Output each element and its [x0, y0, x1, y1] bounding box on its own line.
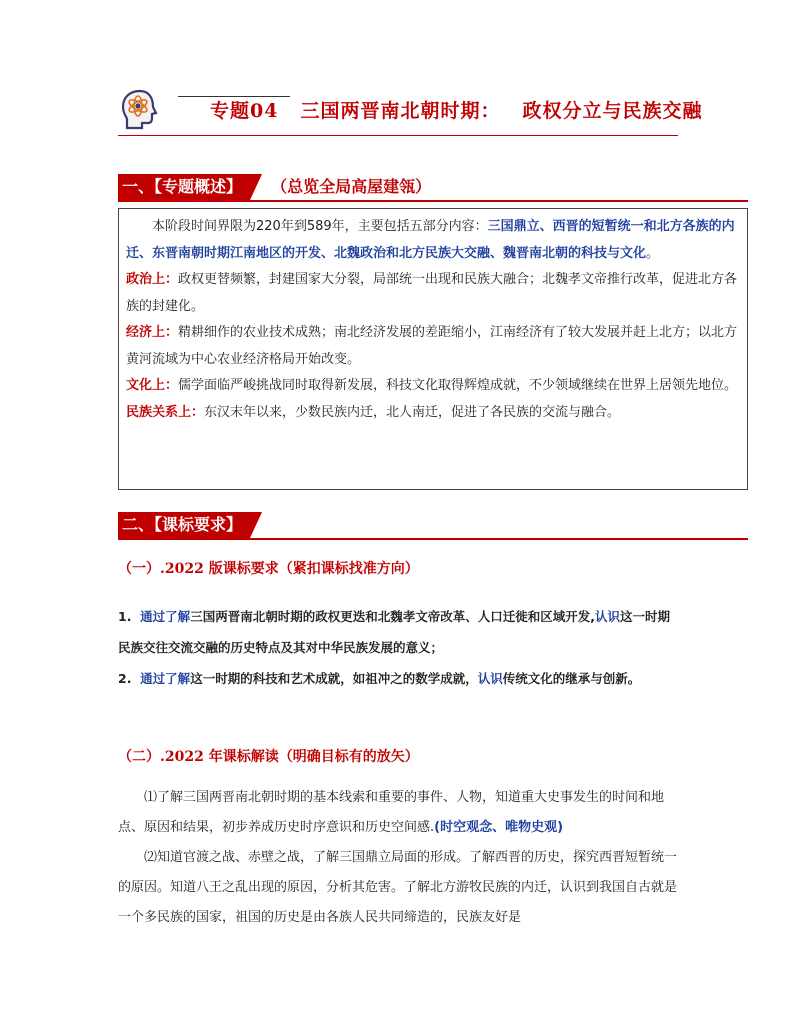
section-requirements-tag: 二、【课标要求】	[118, 512, 250, 538]
page-title	[210, 96, 702, 123]
overview-intro	[126, 214, 738, 267]
requirement-highlight: 认识	[594, 609, 620, 624]
requirement-text: 三国两晋南北朝时期的政权更迭和北魏孝文帝改革、人口迁徙和区域开发,	[190, 609, 595, 624]
topic-title: 三国两晋南北朝时期：	[300, 100, 501, 122]
overview-text	[126, 214, 738, 426]
overview-item	[126, 373, 738, 400]
requirement-list	[118, 601, 678, 694]
requirement-item	[118, 601, 678, 663]
overview-item-label: 文化上：	[126, 378, 179, 393]
subheading-standards-paren: （紧扣课标找准方向）	[278, 561, 419, 577]
overview-item-label: 民族关系上：	[126, 404, 205, 420]
topic-subtitle: 政权分立与民族交融	[522, 100, 703, 122]
overview-item	[126, 320, 738, 373]
interpretation-literacy: (时空观念、唯物史观)	[434, 820, 564, 835]
overview-item-label: 政治上：	[126, 272, 179, 287]
section-overview-tag: 一、【专题概述】	[118, 174, 250, 200]
overview-item-text: 儒学面临严峻挑战同时取得新发展，科技文化取得辉煌成就，不少领域继续在世界上居领先地位。	[178, 378, 738, 393]
requirement-highlight: 通过了解	[140, 609, 191, 624]
header-rule-bottom	[118, 135, 678, 136]
interpretation-paragraph	[118, 843, 683, 933]
subheading-standards	[118, 558, 419, 578]
subheading-interpretation-paren: （明确目标有的放矢）	[278, 749, 419, 765]
requirement-text: 这一时期民族交往交流交融的历史特点及其对中华民族发展的意义；	[118, 609, 670, 655]
overview-item-text: 精耕细作的农业技术成熟；南北经济发展的差距缩小，江南经济有了较大发展并赶上北方；以北方黄河流域为中心农业经济格局开始改变。	[126, 325, 738, 367]
requirement-highlight: 认识	[477, 671, 503, 686]
interpretation-body: ⑵知道官渡之战、赤壁之战，了解三国鼎立局面的形成。了解西晋的历史，探究西晋短暂统一的原因。知道八王之乱出现的原因，分析其危害。了解北方游牧民族的内迁，认识到我国自古就是一个多民族的国家，祖国的历史是由各族人民共同缔造的，民族友好是	[118, 850, 678, 925]
subheading-standards-main: （一）.2022 版课标要求	[118, 561, 279, 577]
section-requirements-banner	[118, 512, 748, 540]
requirement-number: 1.	[118, 609, 132, 624]
overview-item-text: 东汉末年以来，少数民族内迁，北人南迁，促进了各民族的交流与融合。	[204, 404, 621, 420]
head-atom-icon	[118, 88, 162, 132]
requirement-item	[118, 663, 678, 694]
interpretation-paragraph	[118, 783, 683, 843]
overview-item-text: 政权更替频繁，封建国家大分裂，局部统一出现和民族大融合；北魏孝文帝推行改革，促进北方各族的封建化。	[126, 272, 738, 314]
overview-intro-plain: 本阶段时间界限为220年到589年，主要包括五部分内容：	[152, 219, 488, 234]
section-overview-subtitle: （总览全局高屋建瓴）	[271, 177, 432, 196]
requirement-highlight: 通过了解	[140, 671, 191, 686]
requirement-number: 2.	[118, 671, 132, 686]
topic-number: 专题04	[210, 100, 279, 122]
overview-intro-end: 。	[646, 245, 660, 261]
subheading-interpretation	[118, 746, 419, 766]
requirement-text: 传统文化的继承与创新。	[502, 671, 641, 686]
overview-intro-topics: 三国鼎立、西晋的短暂统一和北方各族的内迁、东晋南朝时期江南地区的开发、北魏政治和北方民族大交融、魏晋南北朝的科技与文化	[126, 219, 735, 261]
overview-item	[126, 400, 738, 427]
section-overview-banner	[118, 174, 748, 202]
overview-item	[126, 267, 738, 320]
overview-item-label: 经济上：	[126, 325, 179, 340]
interpretation-body: ⑴了解三国两晋南北朝时期的基本线索和重要的事件、人物，知道重大史事发生的时间和地点、原因和结果，初步养成历史时序意识和历史空间感.	[118, 790, 665, 835]
requirement-text: 这一时期的科技和艺术成就，如祖冲之的数学成就，	[190, 671, 478, 686]
interpretation-text	[118, 783, 683, 933]
subheading-interpretation-main: （二）.2022 年课标解读	[118, 749, 279, 765]
